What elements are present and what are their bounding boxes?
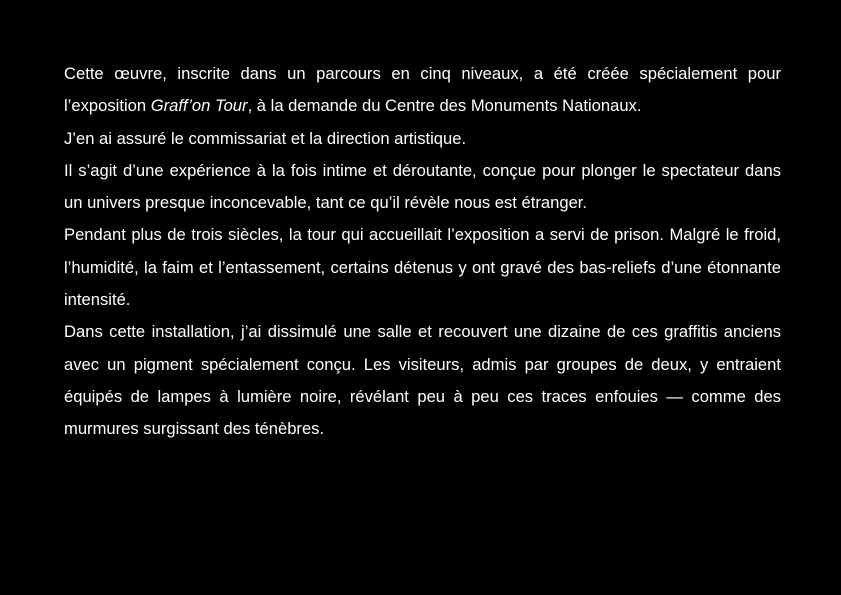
- paragraph-intro: [64, 58, 781, 123]
- paragraph-experience: Il s’agit d’une expérience à la fois intime et déroutante, conçue pour plonger le spectateur dans un univers presque inconcevable, tant ce qu’il révèle nous est étranger.: [64, 160, 781, 213]
- paragraph-installation: Dans cette installation, j’ai dissimulé une salle et recouvert une dizaine de ces graffitis anciens avec un pigment spécialement conçu. Les visiteurs, admis par groupes de deux, y entraient équipés de lampes à lumière noire, révélant peu à peu ces traces enfouies — comme des murmures surgissant des ténèbres.: [64, 322, 781, 439]
- exhibition-title: Graff’on Tour: [150, 96, 248, 116]
- text-page: [64, 58, 781, 446]
- paragraph-curation: J’en ai assuré le commissariat et la direction artistique.: [64, 128, 467, 148]
- intro-text-after: , à la demande du Centre des Monuments Nationaux.: [247, 96, 642, 116]
- paragraph-history: Pendant plus de trois siècles, la tour qui accueillait l’exposition a servi de prison. Malgré le froid, l’humidité, la faim et l’entassement, certains détenus y ont gravé des bas-reliefs d’une étonnante intensité.: [64, 225, 781, 310]
- intro-text-before: Cette œuvre, inscrite dans un parcours en cinq niveaux, a été créée spécialement pour l’exposition: [64, 64, 781, 116]
